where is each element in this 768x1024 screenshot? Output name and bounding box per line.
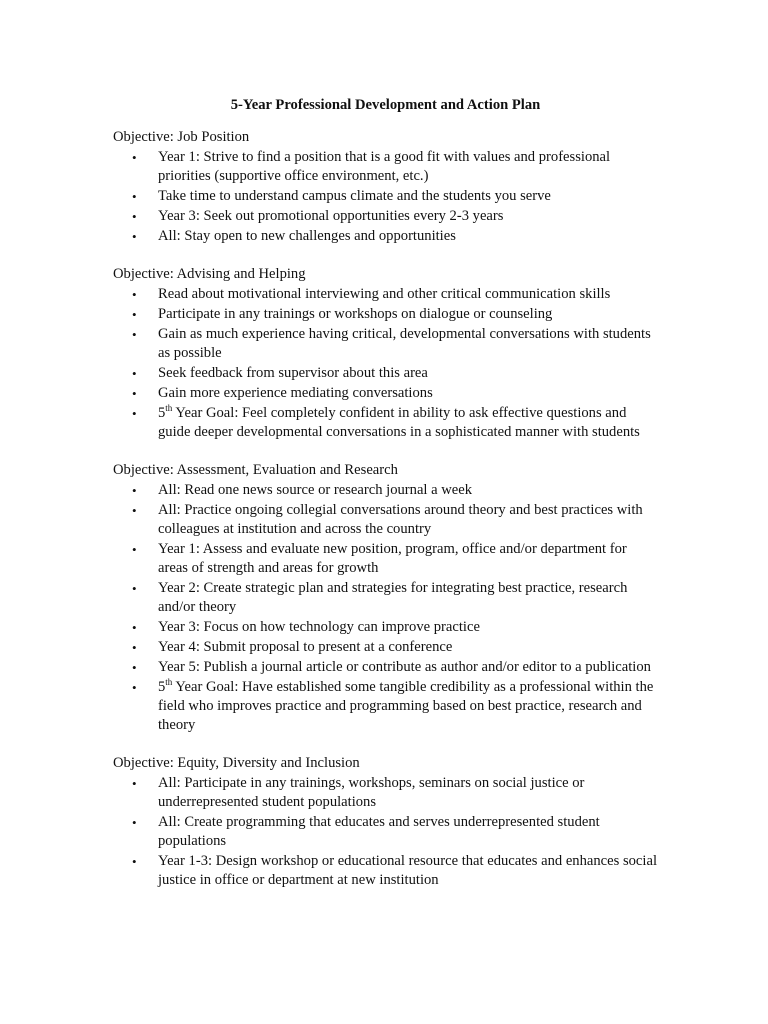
- list-item: [113, 384, 658, 403]
- list-item: [113, 618, 658, 637]
- sections-container: [113, 128, 658, 890]
- bullet-list: [113, 481, 658, 735]
- bullet-icon: •: [132, 581, 137, 596]
- objective-section: [113, 265, 658, 442]
- list-item: [113, 501, 658, 539]
- list-item-text: Year 1: Strive to find a position that is a good fit with values and professional priorities (supportive office environment, etc.): [158, 149, 611, 184]
- bullet-icon: •: [132, 229, 137, 244]
- ordinal-suffix: th: [165, 403, 173, 414]
- ordinal-suffix: th: [165, 677, 173, 688]
- bullet-list: [113, 774, 658, 890]
- list-item: [113, 187, 658, 206]
- list-item-text: All: Read one news source or research journal a week: [158, 482, 473, 498]
- bullet-icon: •: [132, 386, 137, 401]
- bullet-icon: •: [132, 327, 137, 342]
- list-item-text: All: Create programming that educates and serves underrepresented student populations: [158, 814, 600, 849]
- list-item: [113, 638, 658, 657]
- bullet-icon: •: [132, 483, 137, 498]
- list-item-text: All: Participate in any trainings, workshops, seminars on social justice or underrepresented student populations: [158, 775, 585, 810]
- list-item: [113, 285, 658, 304]
- bullet-icon: •: [132, 542, 137, 557]
- objective-heading: Objective: Advising and Helping: [113, 266, 306, 282]
- objective-heading: Objective: Job Position: [113, 129, 250, 145]
- list-item-text: Gain as much experience having critical, developmental conversations with students as possible: [158, 326, 651, 361]
- list-item: [113, 305, 658, 324]
- bullet-icon: •: [132, 503, 137, 518]
- ordinal-number: 5: [158, 405, 166, 421]
- list-item-text: All: Practice ongoing collegial conversations around theory and best practices with colleagues at institution and across the country: [158, 502, 643, 537]
- ordinal-number: 5: [158, 679, 166, 695]
- objective-heading: Objective: Assessment, Evaluation and Research: [113, 462, 398, 478]
- list-item: [113, 678, 658, 735]
- bullet-icon: •: [132, 287, 137, 302]
- list-item: [113, 852, 658, 890]
- objective-section: [113, 128, 658, 246]
- list-item-text: Year 3: Focus on how technology can improve practice: [158, 619, 480, 635]
- list-item-text: Year Goal: Have established some tangible credibility as a professional within the field who improves practice and programming based on best practice, research and theory: [158, 679, 654, 733]
- bullet-icon: •: [132, 189, 137, 204]
- document-title: 5-Year Professional Development and Action Plan: [230, 97, 541, 113]
- bullet-icon: •: [132, 209, 137, 224]
- list-item: [113, 227, 658, 246]
- bullet-icon: •: [132, 307, 137, 322]
- list-item: [113, 481, 658, 500]
- bullet-icon: •: [132, 406, 137, 421]
- list-item-text: Year 1: Assess and evaluate new position, program, office and/or department for areas of strength and areas for growth: [158, 541, 627, 576]
- bullet-icon: •: [132, 366, 137, 381]
- list-item-text: All: Stay open to new challenges and opportunities: [158, 228, 456, 244]
- objective-section: [113, 461, 658, 735]
- list-item-text: Take time to understand campus climate and the students you serve: [158, 188, 551, 204]
- list-item-text: Year 1-3: Design workshop or educational resource that educates and enhances social justice in office or department at new institution: [158, 853, 657, 888]
- list-item-text: Seek feedback from supervisor about this area: [158, 365, 428, 381]
- bullet-list: [113, 148, 658, 246]
- list-item-text: Participate in any trainings or workshops on dialogue or counseling: [158, 306, 553, 322]
- list-item-text: Gain more experience mediating conversations: [158, 385, 433, 401]
- bullet-icon: •: [132, 150, 137, 165]
- bullet-icon: •: [132, 776, 137, 791]
- list-item-text: Year Goal: Feel completely confident in ability to ask effective questions and guide deeper developmental conversations in a sophisticated manner with students: [158, 405, 640, 440]
- list-item: [113, 404, 658, 442]
- list-item-text: Year 3: Seek out promotional opportunities every 2-3 years: [158, 208, 504, 224]
- list-item: [113, 148, 658, 186]
- bullet-icon: •: [132, 854, 137, 869]
- list-item-text: Year 2: Create strategic plan and strategies for integrating best practice, research and/or theory: [158, 580, 628, 615]
- list-item: [113, 207, 658, 226]
- list-item: [113, 540, 658, 578]
- list-item: [113, 325, 658, 363]
- bullet-icon: •: [132, 680, 137, 695]
- list-item-text: Read about motivational interviewing and other critical communication skills: [158, 286, 611, 302]
- list-item: [113, 774, 658, 812]
- list-item-text: Year 4: Submit proposal to present at a conference: [158, 639, 453, 655]
- bullet-icon: •: [132, 660, 137, 675]
- list-item-text: Year 5: Publish a journal article or contribute as author and/or editor to a publication: [158, 659, 651, 675]
- list-item: [113, 658, 658, 677]
- bullet-list: [113, 285, 658, 442]
- objective-heading: Objective: Equity, Diversity and Inclusion: [113, 755, 360, 771]
- bullet-icon: •: [132, 640, 137, 655]
- bullet-icon: •: [132, 620, 137, 635]
- list-item: [113, 813, 658, 851]
- list-item: [113, 364, 658, 383]
- list-item: [113, 579, 658, 617]
- bullet-icon: •: [132, 815, 137, 830]
- objective-section: [113, 754, 658, 890]
- document-page: [113, 96, 658, 909]
